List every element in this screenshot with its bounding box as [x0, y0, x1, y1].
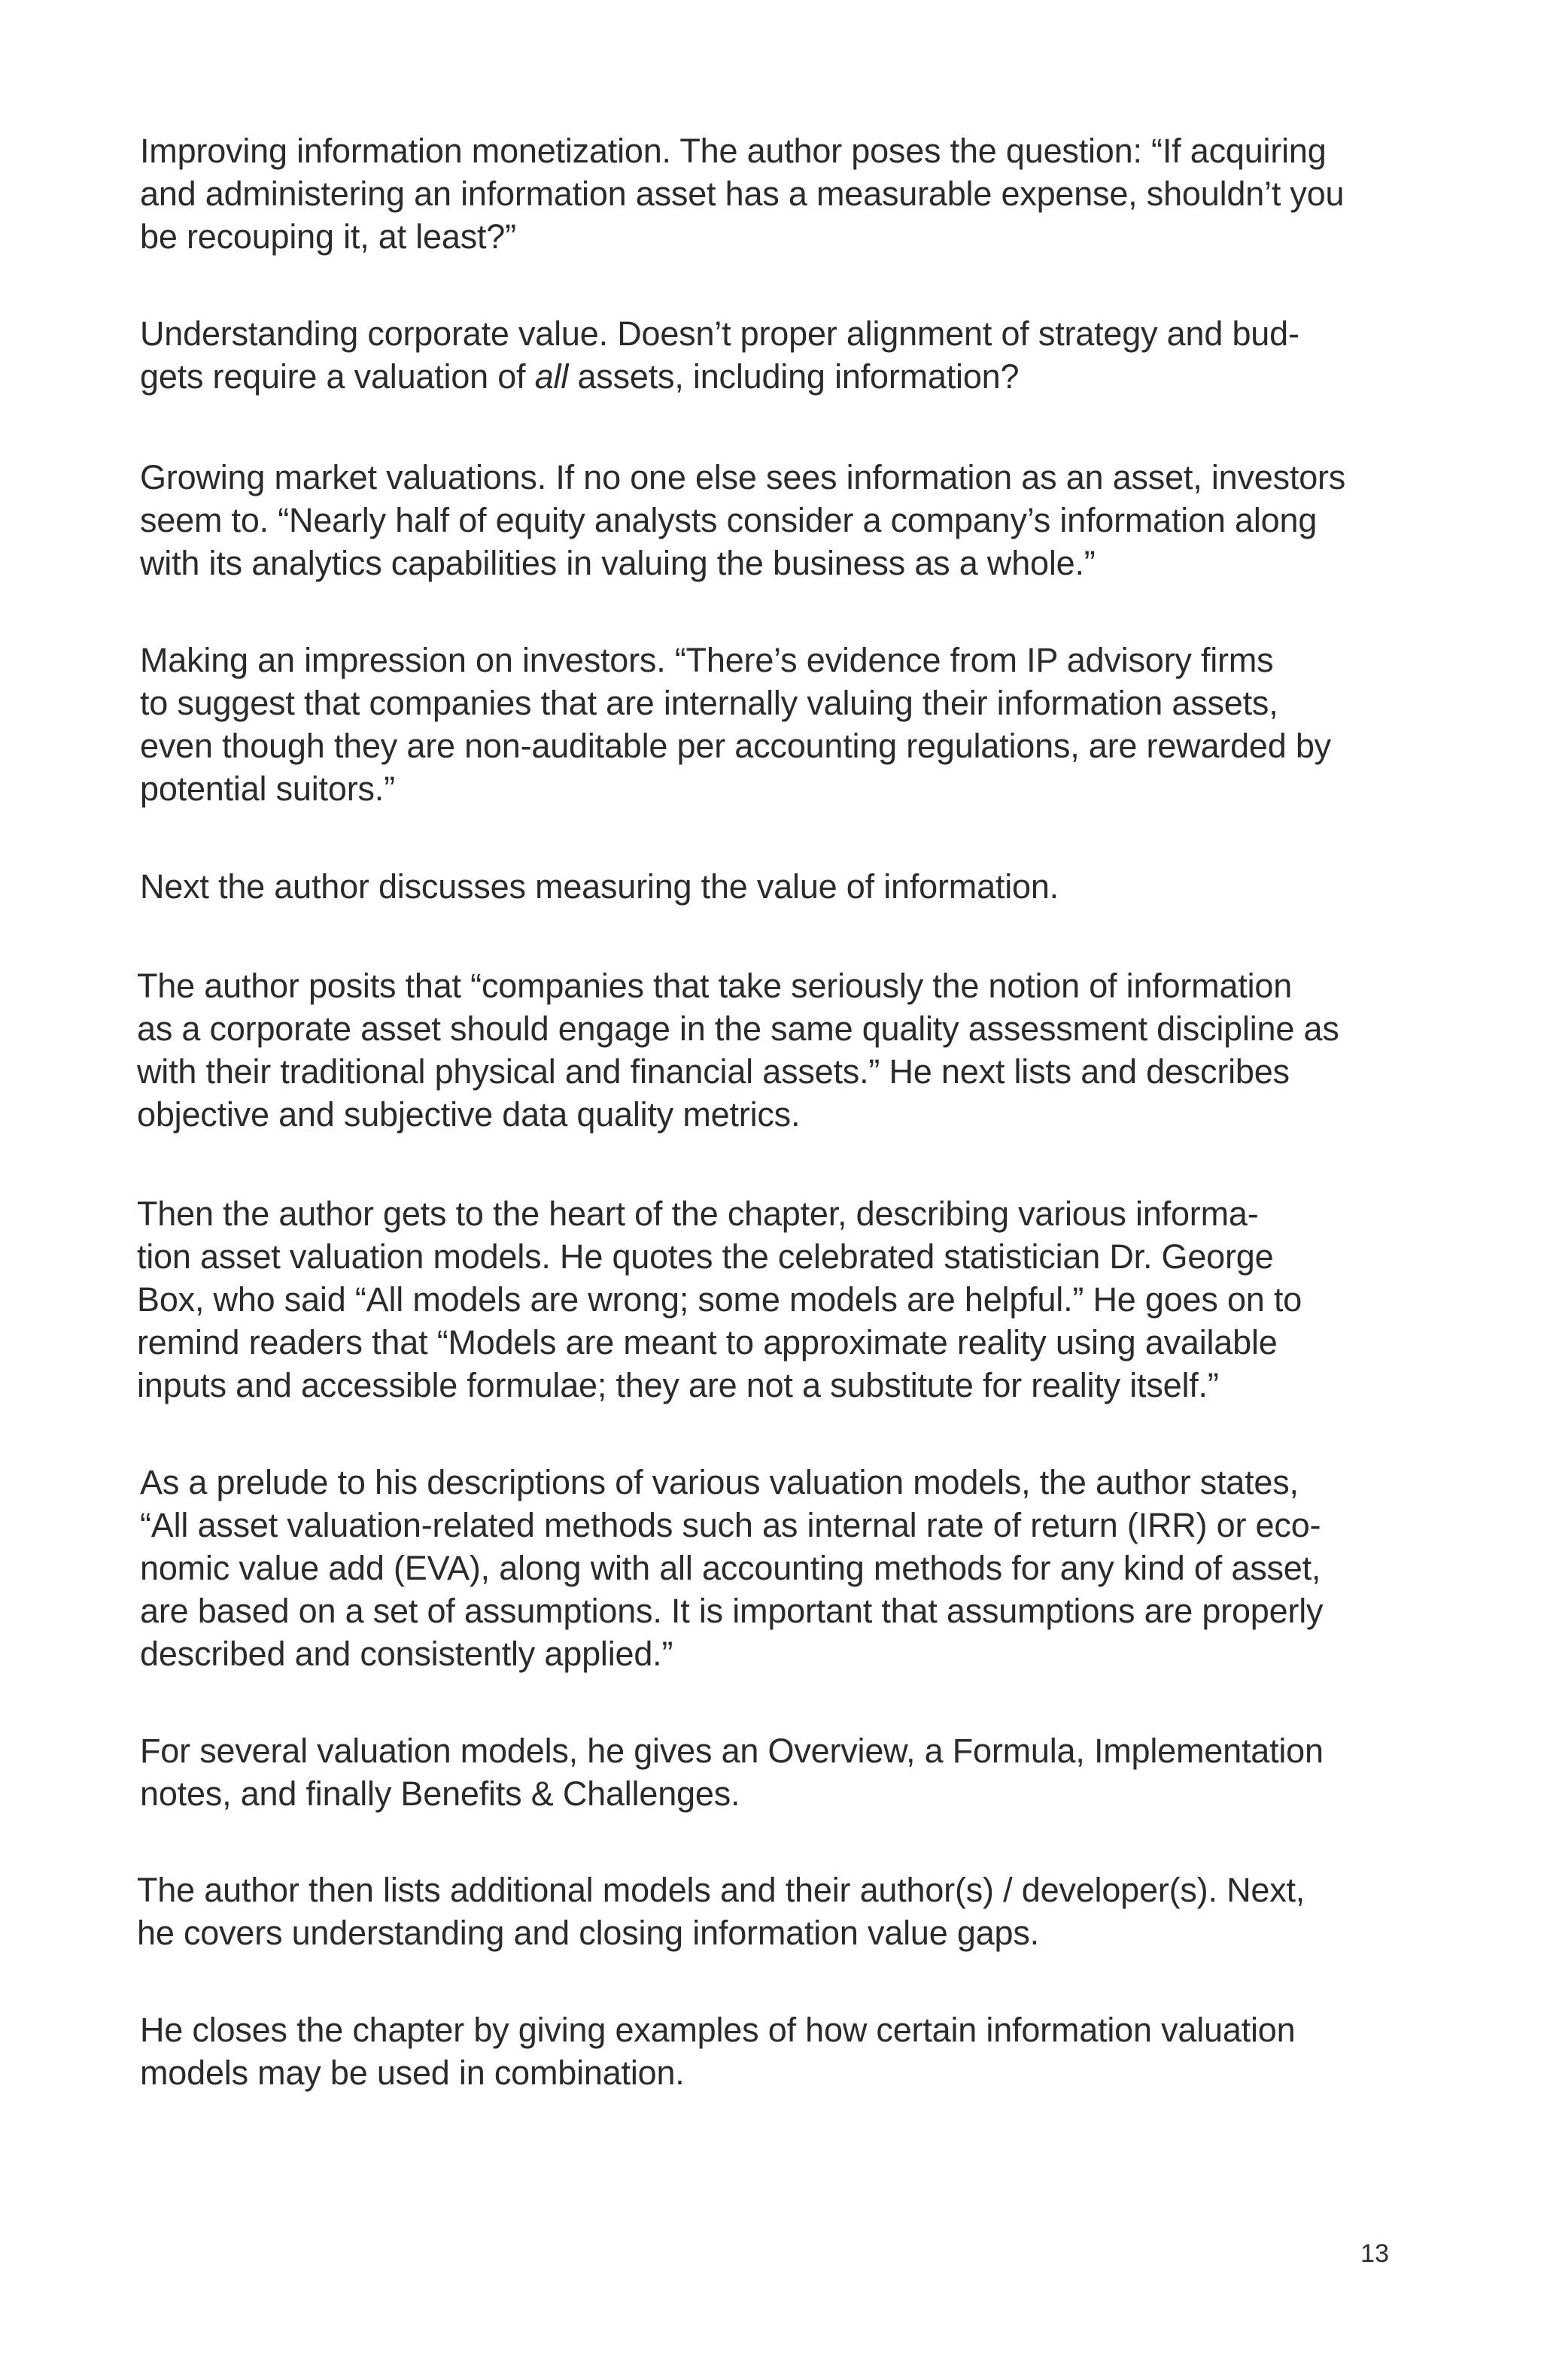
paragraph-impression-investors: Making an impression on investors. “There’s evidence from IP advisory firms to suggest that companies that are internally valuing their information assets, even though they are non-auditable per accounting regulations, are rewarded by potential suitors.”: [140, 641, 1331, 808]
paragraph-closing-chapter: He closes the chapter by giving examples of how certain information valuation models may be used in combination.: [140, 2011, 1296, 2092]
page-number: 13: [1360, 2239, 1389, 2268]
paragraph-several-models: For several valuation models, he gives an Overview, a Formula, Implementation notes, and finally Benefits & Challenges.: [140, 1732, 1324, 1813]
paragraph-corporate-value-tail: assets, including information?: [568, 357, 1020, 396]
paragraph-additional-models: The author then lists additional models and their author(s) / developer(s). Next, he covers understanding and closing information value gaps.: [137, 1871, 1305, 1952]
paragraph-prelude-assumptions: As a prelude to his descriptions of various valuation models, the author states, “All asset valuation-related methods such as internal rate of return (IRR) or eco- nomic value add (EVA), along with all accounting methods for any kind of asset, are based on a set of assumptions. It is important that assumptions are properly described and consistently applied.”: [140, 1463, 1324, 1673]
paragraph-information-monetization: Improving information monetization. The author poses the question: “If acquiring and administering an information asset has a measurable expense, shouldn’t you be recouping it, at least?”: [140, 132, 1345, 256]
paragraph-measuring-value: Next the author discusses measuring the value of information.: [140, 867, 1059, 906]
paragraph-corporate-value: [140, 312, 1404, 398]
paragraph-corporate-value-text: Understanding corporate value. Doesn’t proper alignment of strategy and bud- gets require a valuation of: [140, 314, 1299, 396]
emphasis-all: all: [534, 357, 569, 396]
paragraph-quality-assessment: The author posits that “companies that take seriously the notion of information as a corporate asset should engage in the same quality assessment discipline as with their traditional physical and financial assets.” He next lists and describes objective and subjective data quality metrics.: [137, 967, 1339, 1134]
paragraph-valuation-models: Then the author gets to the heart of the chapter, describing various informa- tion asset valuation models. He quotes the celebrated statistician Dr. George Box, who said “All models are wrong; some models are helpful.” He goes on to remind readers that “Models are meant to approximate reality using available inputs and accessible formulae; they are not a substitute for reality itself.”: [137, 1195, 1302, 1404]
paragraph-market-valuations: Growing market valuations. If no one else sees information as an asset, investors seem to. “Nearly half of equity analysts consider a company’s information along with its analytics capabilities in valuing the business as a whole.”: [140, 458, 1346, 582]
